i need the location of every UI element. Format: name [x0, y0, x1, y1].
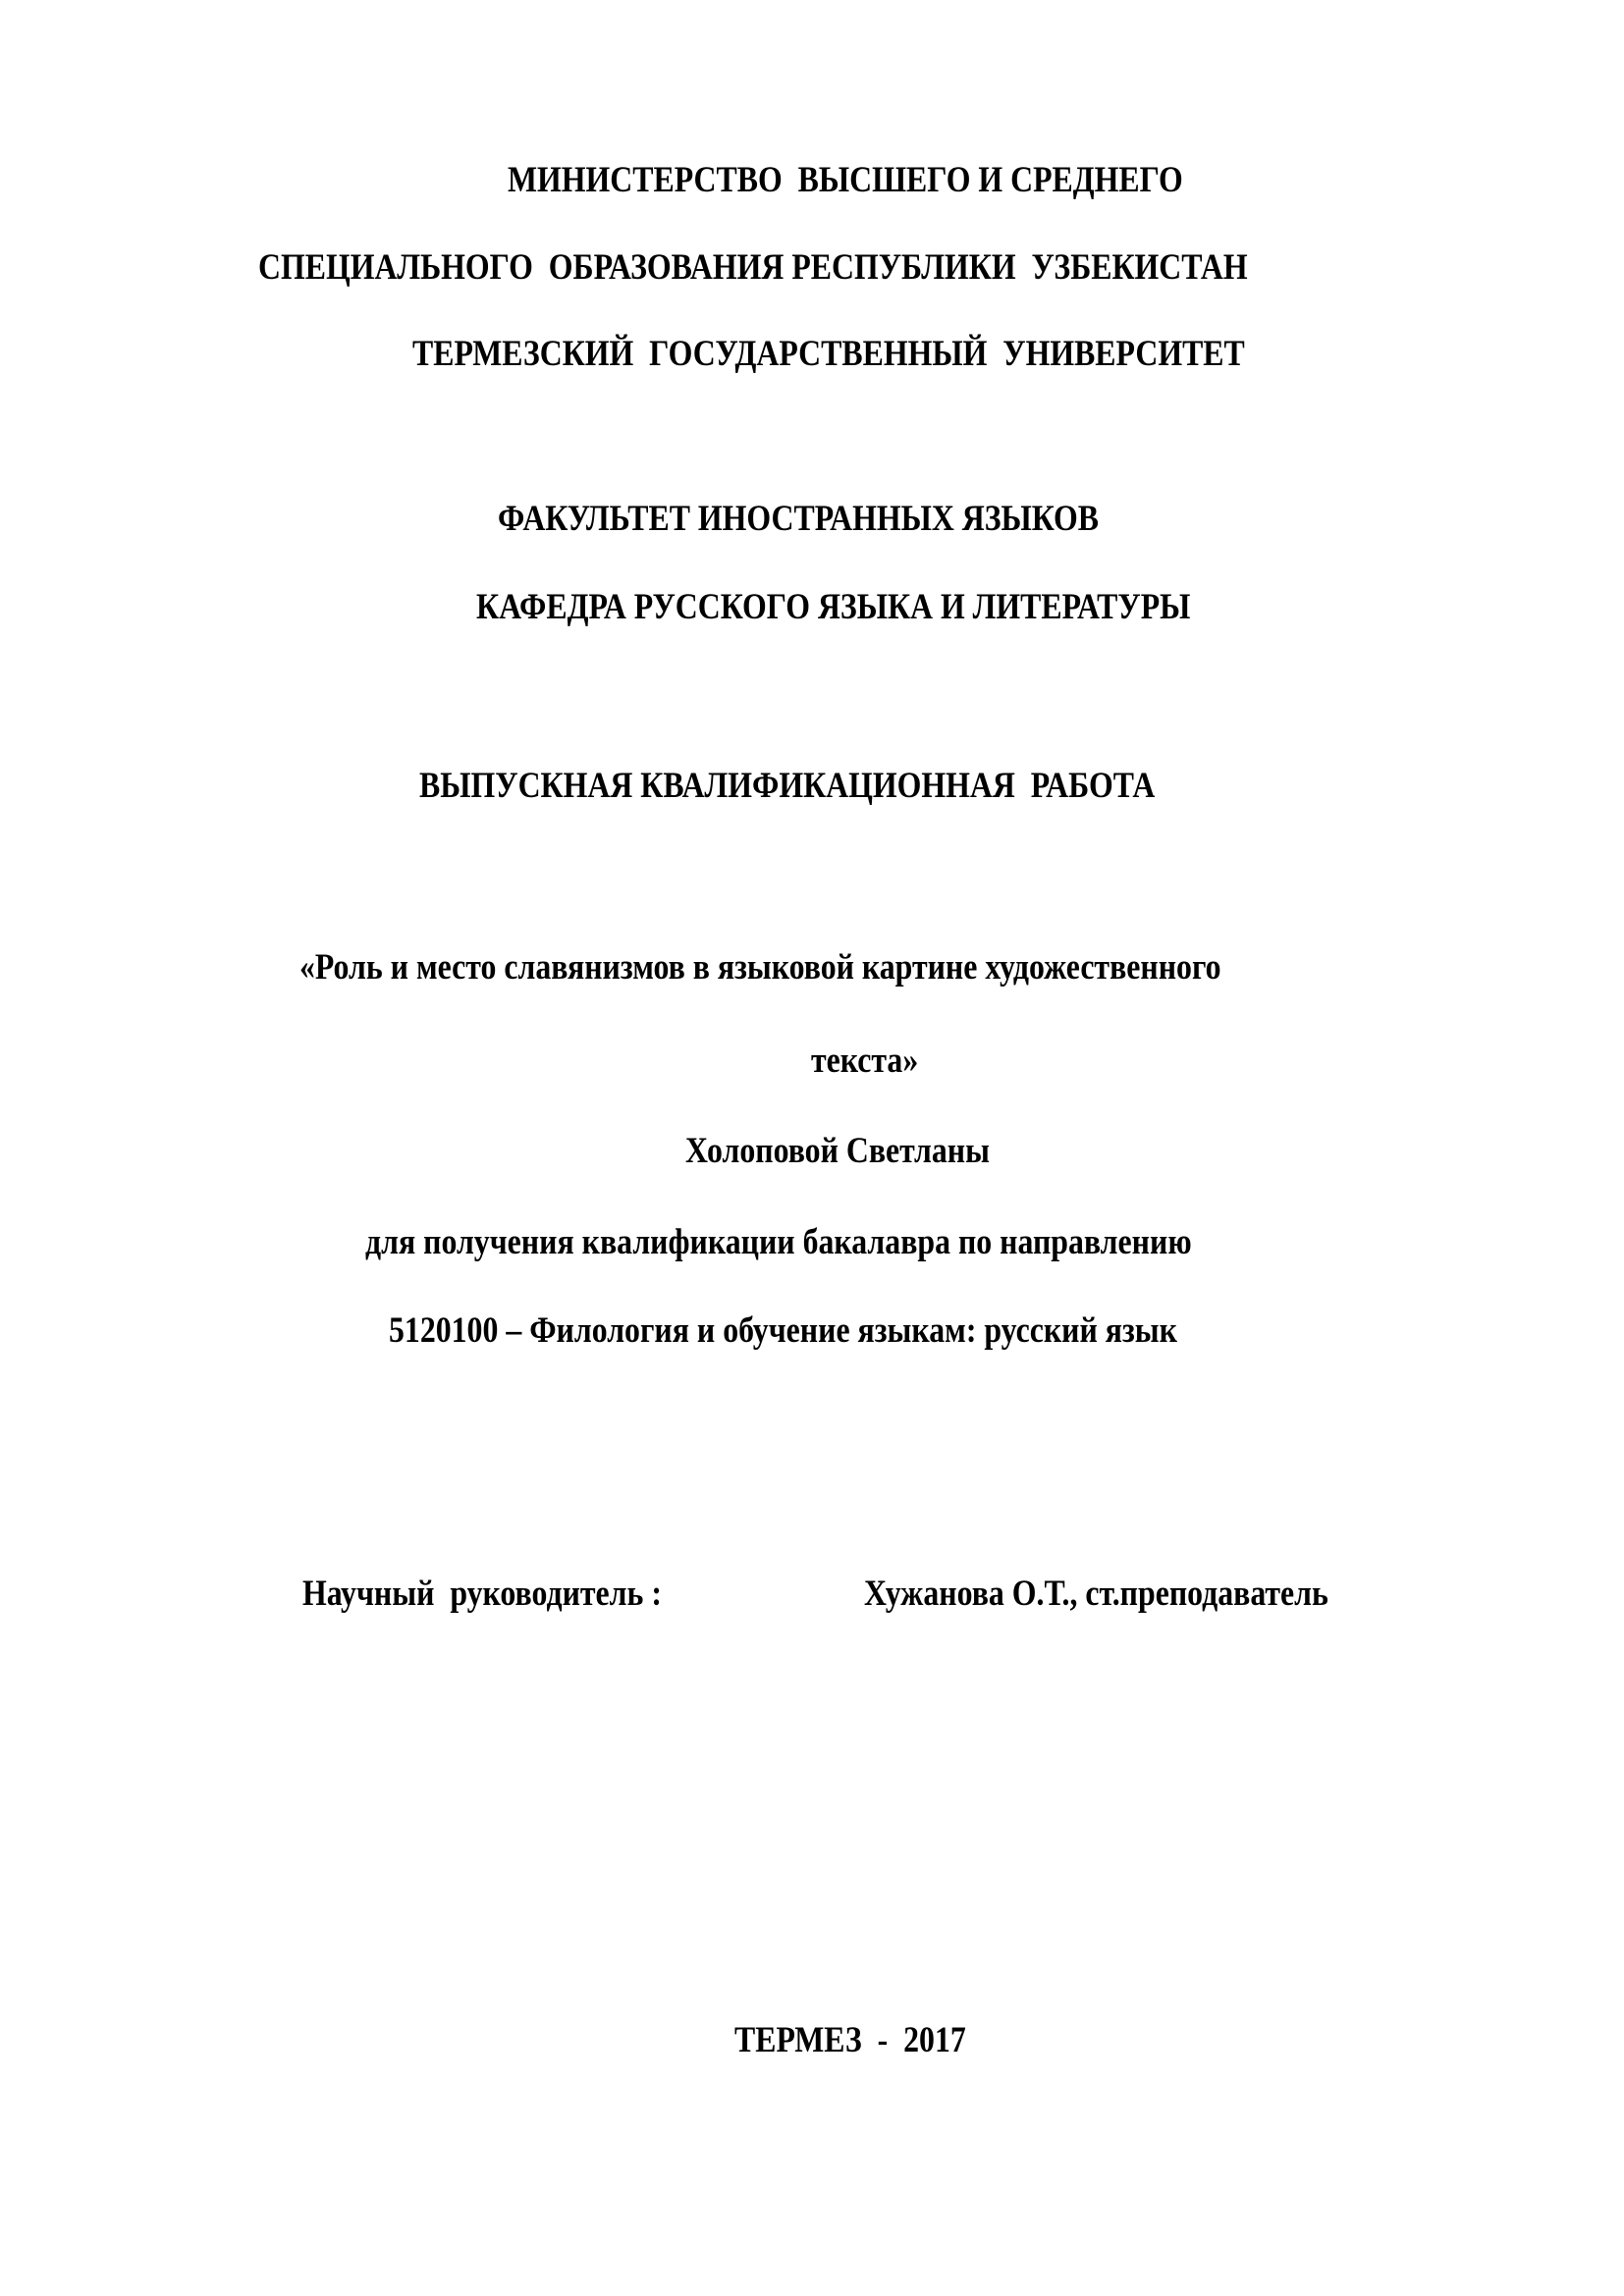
faculty-name: ФАКУЛЬТЕТ ИНОСТРАННЫХ ЯЗЫКОВ — [498, 499, 1100, 539]
supervisor-name: Хужанова О.Т., ст.преподаватель — [864, 1574, 1328, 1614]
ministry-line-2: СПЕЦИАЛЬНОГО ОБРАЗОВАНИЯ РЕСПУБЛИКИ УЗБЕКИСТАН — [258, 247, 1248, 288]
thesis-title-line-1: «Роль и место славянизмов в языковой картине художественного — [299, 947, 1221, 988]
work-type-heading: ВЫПУСКНАЯ КВАЛИФИКАЦИОННАЯ РАБОТА — [419, 766, 1156, 806]
ministry-line-1: МИНИСТЕРСТВО ВЫСШЕГО И СРЕДНЕГО — [508, 160, 1183, 200]
thesis-title-line-2: текста» — [811, 1041, 919, 1081]
specialty: 5120100 – Филология и обучение языкам: русский язык — [389, 1310, 1177, 1351]
supervisor-label: Научный руководитель : — [302, 1574, 662, 1614]
author-name: Холоповой Светланы — [685, 1131, 990, 1171]
department-name: КАФЕДРА РУССКОГО ЯЗЫКА И ЛИТЕРАТУРЫ — [476, 587, 1191, 627]
city-year: ТЕРМЕЗ - 2017 — [734, 2020, 966, 2060]
degree-purpose: для получения квалификации бакалавра по направлению — [365, 1222, 1192, 1262]
university-name: ТЕРМЕЗСКИЙ ГОСУДАРСТВЕННЫЙ УНИВЕРСИТЕТ — [412, 334, 1245, 374]
